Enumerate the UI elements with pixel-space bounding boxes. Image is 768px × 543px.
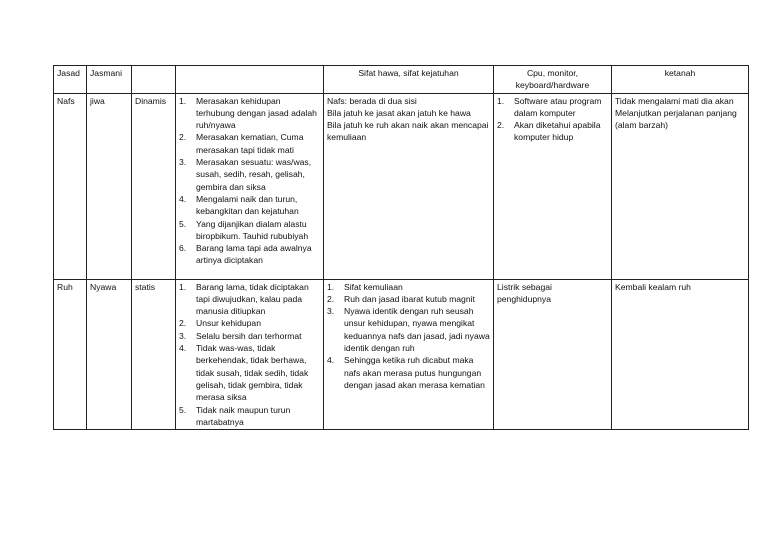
cell-sifat: Dinamis (132, 93, 176, 279)
list-item: 2. Ruh dan jasad ibarat kutub magnit (327, 293, 475, 304)
cell-jasmani: Nyawa (87, 279, 132, 430)
header-empty-1 (132, 66, 176, 94)
cell-items (176, 279, 324, 430)
list-item: 5. Yang dijanjikan dialam alastu biropbikum. Tauhid rububiyah (179, 218, 309, 241)
list-item: 1. Software atau program dalam komputer (497, 95, 602, 118)
list-item: 3. Selalu bersih dan terhormat (179, 330, 302, 341)
header-ketanah: ketanah (612, 66, 749, 94)
cell-jasad: Ruh (54, 279, 87, 430)
text-line: Nafs: berada di dua sisi (327, 95, 417, 106)
cell-hawa (324, 279, 494, 430)
cell-sifat: statis (132, 279, 176, 430)
cell-ketanah: Tidak mengalami mati dia akan Melanjutkan perjalanan panjang (alam barzah) (612, 93, 749, 279)
table-row (54, 93, 749, 279)
cell-hardware: Listrik sebagai penghidupnya (494, 279, 612, 430)
list-item: 1. Barang lama, tidak diciptakan tapi diwujudkan, kalau pada manusia ditiupkan (179, 281, 309, 317)
table-row (54, 279, 749, 430)
text-line: Bila jatuh ke ruh akan naik akan mencapai kemuliaan (327, 120, 489, 143)
cell-jasad: Nafs (54, 93, 87, 279)
cell-hardware (494, 93, 612, 279)
header-empty-2 (176, 66, 324, 94)
header-jasad: Jasad (54, 66, 87, 94)
list-item: 2. Merasakan kematian, Cuma merasakan tapi tidak mati (179, 132, 304, 155)
list-item: 3. Nyawa identik dengan ruh seusah unsur kehidupan, nyawa mengikat keduannya nafs dan jasad, jadi nyawa identik dengan ruh (327, 306, 490, 354)
cell-hawa (324, 93, 494, 279)
list-item: 5. Tidak naik maupun turun martabatnya (179, 404, 291, 427)
text-line: Bila jatuh ke jasat akan jatuh ke hawa (327, 107, 471, 118)
list-item: 6. Barang lama tapi ada awalnya artinya diciptakan (179, 243, 312, 266)
numbered-list (179, 95, 320, 267)
header-hardware: Cpu, monitor, keyboard/hardware (494, 66, 612, 94)
list-item: 4. Mengalami naik dan turun, kebangkitan dan kejatuhan (179, 193, 299, 217)
list-item: 1. Sifat kemuliaan (327, 281, 403, 292)
header-sifat-hawa: Sifat hawa, sifat kejatuhan (324, 66, 494, 94)
list-item: 4. Sehingga ketika ruh dicabut maka nafs akan merasa putus hungungan dengan jasad akan merasa kematian (327, 355, 485, 390)
cell-items (176, 93, 324, 279)
numbered-list (179, 281, 320, 429)
list-item: 4. Tidak was-was, tidak berkehendak, tidak berhawa, tidak susah, tidak sedih, tidak gelisah, tidak gembira, tidak merasa siksa (179, 343, 309, 403)
list-item: 1. Merasakan kehidupan terhubung dengan jasad adalah ruh/nyawa (179, 95, 317, 131)
numbered-list (497, 95, 608, 144)
header-row (54, 66, 749, 94)
header-jasmani: Jasmani (87, 66, 132, 94)
document-table (53, 65, 749, 430)
numbered-list (327, 281, 490, 392)
list-item: 3. Merasakan sesuatu: was/was, susah, sedih, resah, gelisah, gembira dan siksa (179, 157, 312, 192)
list-item: 2. Akan diketahui apabila komputer hidup (497, 120, 601, 143)
cell-ketanah: Kembali kealam ruh (612, 279, 749, 430)
cell-jasmani: jiwa (87, 93, 132, 279)
list-item: 2. Unsur kehidupan (179, 318, 261, 329)
